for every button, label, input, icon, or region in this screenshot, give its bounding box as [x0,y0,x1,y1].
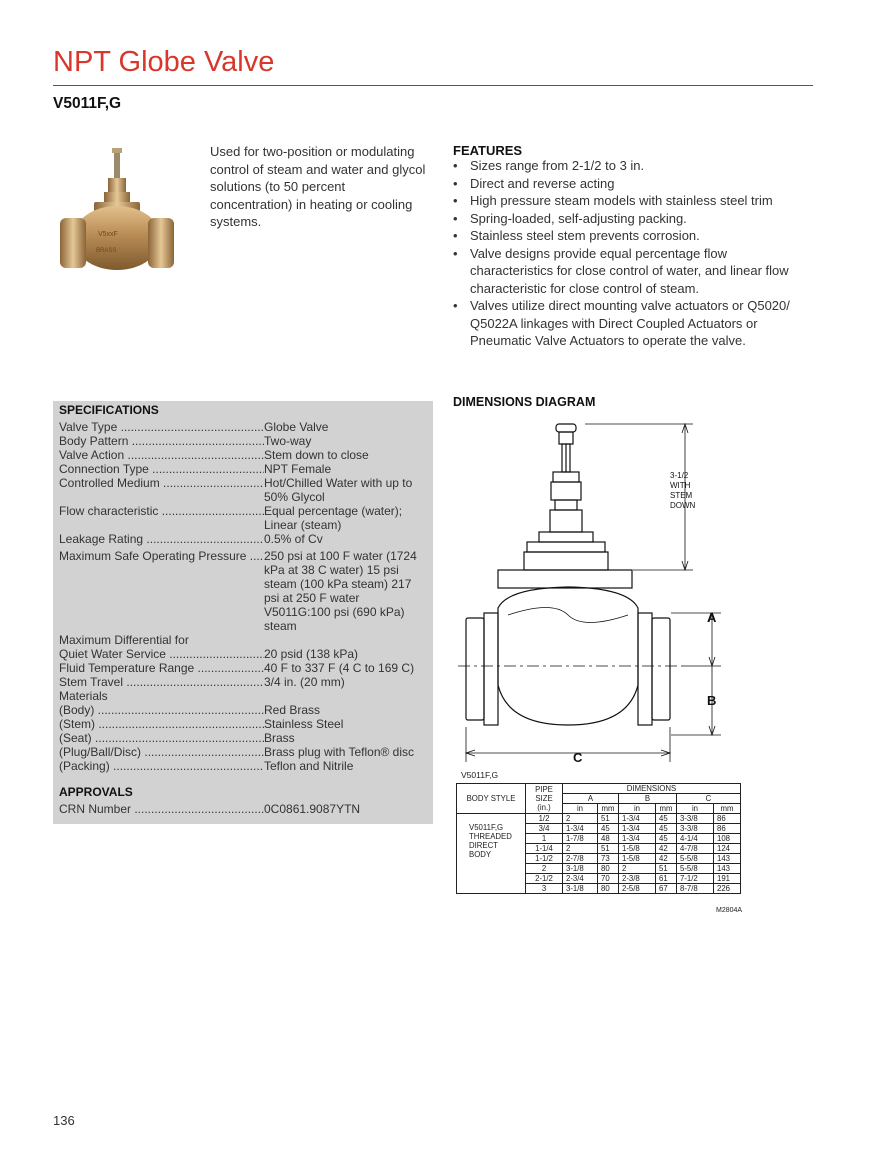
stem-note-line: DOWN [670,501,696,510]
table-cell: 42 [656,844,677,854]
feature-item: • High pressure steam models with stainless steel trim [453,192,813,210]
body-style-header: BODY STYLE [457,784,526,814]
drawing-code: M2804A [716,907,743,914]
dimensions-table [456,783,741,894]
page-title: NPT Globe Valve [53,46,275,78]
page-number: 136 [53,1113,75,1128]
table-caption: V5011F,G [461,770,499,780]
table-cell: 70 [598,874,619,884]
feature-item: • Direct and reverse acting [453,175,813,193]
table-cell: 7-1/2 [677,874,714,884]
table-cell: 67 [656,884,677,894]
table-cell: 61 [656,874,677,884]
table-cell: 1/2 [526,814,563,824]
diagram-heading: DIMENSIONS DIAGRAM [453,395,596,409]
pipe-size-header: PIPE SIZE (in.) [526,784,563,814]
specifications-panel: SPECIFICATIONS Valve Type ..... Globe Valve Body Pattern ..... Two-way Valve Action ..... Stem down to close Connection Type ..... NPT Female Controlled Medium ..... Hot/Chilled Water with up to 50% Glycol Flow characteristic ..... Equal percentage (water); Linear (steam) Leakage Rating ..... 0.5% of Cv Maximum Safe Operating Pressure ..... 250 psi at 100 F water (1724 kPa at 38 C water) 15 psi steam (100 kPa steam) 217 psi at 250 F water V5011G:100 psi (690 kPa) steam Maximum Differential for Quiet Water Service ..... 20 psid (138 kPa) Fluid Temperature Range ..... 40 F to 337 F (4 C to 169 C) Stem Travel ..... 3/4 in. (20 mm) Materials (Body) ..... Red Brass (Stem) ..... Stainless Steel (Seat) ..... Brass (Plug/Ball/Disc) ..... Brass plug with Teflon® disc (Packing) ..... Teflon and Nitrile APPROVALS CRN Number ..... 0C0861.9087YTN [53,401,433,824]
table-cell: 108 [714,834,741,844]
table-cell: 80 [598,864,619,874]
table-cell: 1-3/4 [619,834,656,844]
table-cell: 2 [619,864,656,874]
table-cell: 8-7/8 [677,884,714,894]
table-cell: 1-3/4 [619,824,656,834]
table-cell: 42 [656,854,677,864]
table-cell: 51 [598,814,619,824]
dimension-a-label: A [707,610,717,625]
table-cell: 226 [714,884,741,894]
table-cell: 45 [598,824,619,834]
table-cell: 143 [714,854,741,864]
approvals-heading: APPROVALS [59,785,133,799]
table-cell: 1-5/8 [619,844,656,854]
table-cell: 2-7/8 [563,854,598,864]
table-cell: 86 [714,824,741,834]
column-b-header: B [619,794,677,804]
table-cell: 3-3/8 [677,814,714,824]
feature-item: • Valve designs provide equal percentage flow characteristics for close control of water, and linear flow characteristic for close control of steam. [453,245,813,298]
svg-text:V5xxF: V5xxF [98,231,118,238]
table-cell: 48 [598,834,619,844]
table-cell: 2 [563,844,598,854]
valve-photo [58,148,176,276]
table-cell: 3-3/8 [677,824,714,834]
intro-text: Used for two-position or modulating control of steam and water and glycol solutions (to 50 percent concentration) in heating or cooling systems. [210,144,426,229]
table-cell: 2-3/8 [619,874,656,884]
feature-item: • Valves utilize direct mounting valve actuators or Q5020/ Q5022A linkages with Direct Coupled Actuators or Pneumatic Valve Actuators to operate the valve. [453,297,813,350]
table-cell: 3/4 [526,824,563,834]
stem-note-line: STEM [670,491,693,500]
table-cell: 4-1/4 [677,834,714,844]
title-rule [53,85,813,86]
spec-row: Materials [59,689,108,703]
features-list [453,157,813,350]
table-cell: 5-5/8 [677,864,714,874]
table-cell: 1-3/4 [563,824,598,834]
table-cell: 1-5/8 [619,854,656,864]
features-heading: FEATURES [453,143,523,158]
table-cell: 86 [714,814,741,824]
table-cell: 2 [526,864,563,874]
table-cell: 45 [656,814,677,824]
table-cell: 45 [656,834,677,844]
dimension-c-label: C [573,750,583,765]
table-cell: 1-3/4 [619,814,656,824]
table-cell: 1 [526,834,563,844]
specifications-heading: SPECIFICATIONS [59,403,159,417]
feature-item: • Stainless steel stem prevents corrosion. [453,227,813,245]
spec-row: Maximum Differential for [59,633,189,647]
table-cell: 2-3/4 [563,874,598,884]
table-cell: 1-7/8 [563,834,598,844]
table-cell: 124 [714,844,741,854]
table-cell: 2-1/2 [526,874,563,884]
feature-item: • Sizes range from 2-1/2 to 3 in. [453,157,813,175]
table-cell: 45 [656,824,677,834]
svg-text:BRASS: BRASS [96,248,117,254]
feature-item: • Spring-loaded, self-adjusting packing. [453,210,813,228]
table-cell: 3-1/8 [563,864,598,874]
table-cell: 1-1/4 [526,844,563,854]
stem-note-line: WITH [670,481,691,490]
table-cell: 80 [598,884,619,894]
table-row [457,814,741,824]
table-cell: 51 [598,844,619,854]
column-c-header: C [677,794,741,804]
table-header-row [457,784,741,794]
table-cell: 3-1/8 [563,884,598,894]
table-cell: 3 [526,884,563,894]
table-cell: 4-7/8 [677,844,714,854]
dimension-b-label: B [707,693,717,708]
table-cell: 5-5/8 [677,854,714,864]
body-style-cell: V5011F,G THREADED DIRECT BODY [457,814,526,894]
table-cell: 143 [714,864,741,874]
stem-note-line: 3-1/2 [670,471,689,480]
table-units-row: in mm in mm in mm [457,804,741,814]
dimensions-diagram [453,415,753,770]
dimensions-header: DIMENSIONS [563,784,741,794]
table-cell: 2-5/8 [619,884,656,894]
table-cell: 191 [714,874,741,884]
model-number: V5011F,G [53,95,122,112]
table-cell: 2 [563,814,598,824]
table-cell: 51 [656,864,677,874]
table-cell: 1-1/2 [526,854,563,864]
table-cell: 73 [598,854,619,864]
table-body [457,814,741,894]
column-a-header: A [563,794,619,804]
